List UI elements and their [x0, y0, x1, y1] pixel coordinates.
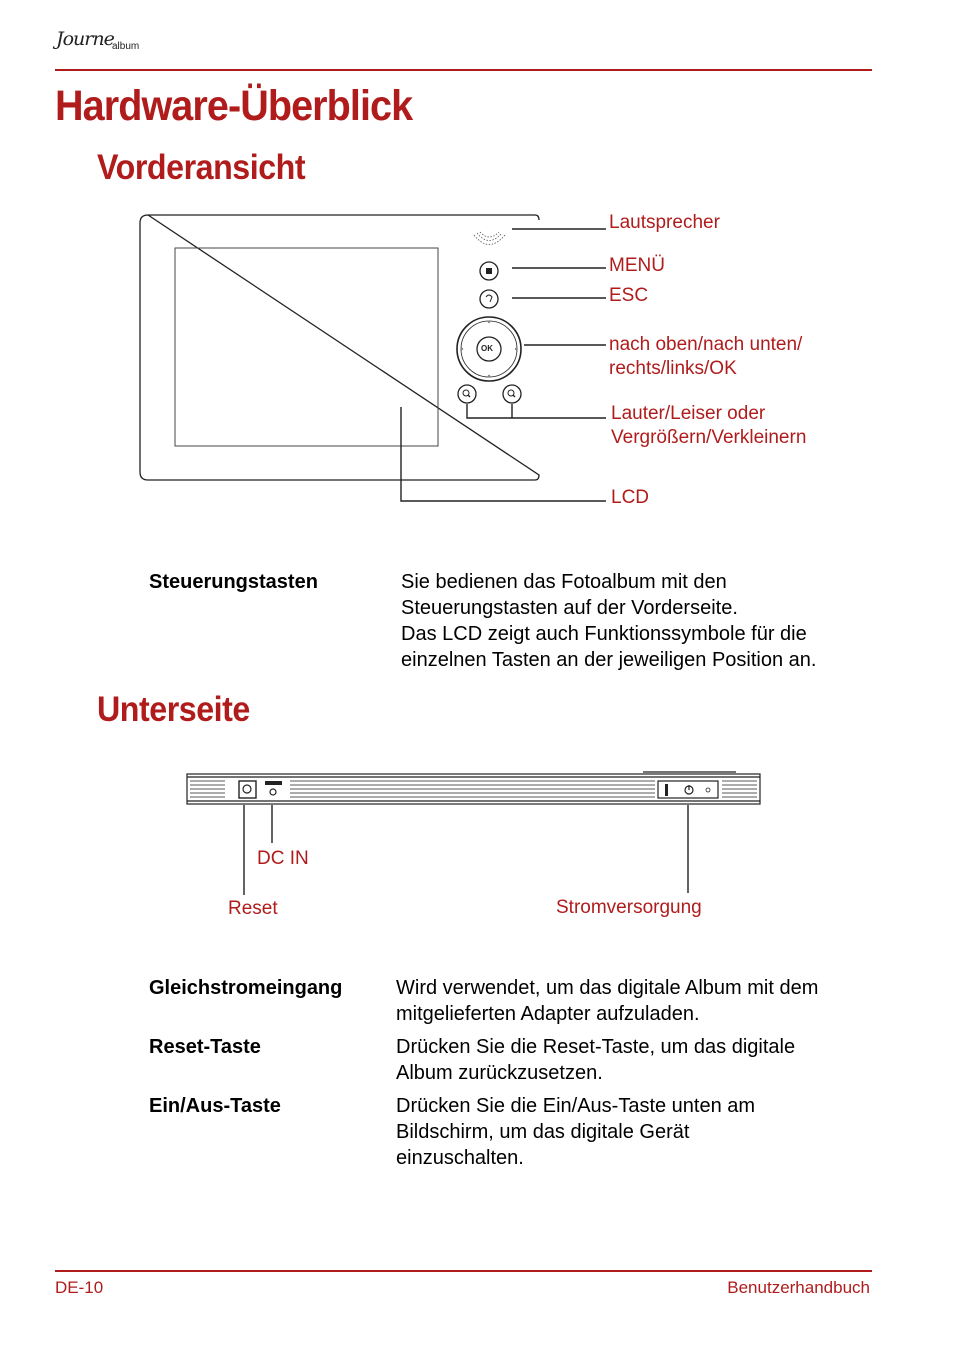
esc-button: [480, 290, 498, 308]
desc-line: Sie bedienen das Fotoalbum mit den: [401, 571, 727, 593]
page-title: Hardware-Überblick: [55, 82, 413, 130]
label-power: Stromversorgung: [556, 897, 702, 918]
desc-line: mitgelieferten Adapter aufzuladen.: [396, 1003, 700, 1025]
desc-line: Bildschirm, um das digitale Gerät: [396, 1121, 690, 1143]
label-reset: Reset: [228, 898, 278, 919]
term-steuerungstasten: Steuerungstasten: [149, 571, 318, 593]
label-esc: ESC: [609, 285, 649, 306]
desc-line: Wird verwendet, um das digitale Album mit dem: [396, 977, 819, 999]
desc-line: einzuschalten.: [396, 1147, 524, 1169]
label-speaker: Lautsprecher: [609, 212, 720, 233]
label-menu: MENÜ: [609, 255, 665, 276]
label-nav-line1: nach oben/nach unten/: [609, 334, 803, 355]
reset-port: [239, 781, 256, 798]
desc-ein-aus-taste: [396, 1093, 755, 1171]
desc-line: Drücken Sie die Reset-Taste, um das digitale: [396, 1036, 796, 1058]
footer-rule: [55, 1270, 872, 1272]
desc-line: einzelnen Tasten an der jeweiligen Position an.: [401, 649, 817, 671]
term-reset-taste: Reset-Taste: [149, 1036, 261, 1058]
power-switch-area: [658, 781, 718, 798]
dcin-port: [265, 781, 282, 785]
page-number: DE-10: [55, 1278, 104, 1297]
light-icon: [706, 788, 710, 792]
zoom-out-button: [458, 385, 476, 403]
label-dcin: DC IN: [257, 848, 309, 869]
menu-button: [480, 262, 498, 280]
term-gleichstromeingang: Gleichstromeingang: [149, 977, 343, 999]
brand-logo: [56, 28, 156, 62]
device-body: [140, 215, 539, 480]
label-nav-line2: rechts/links/OK: [609, 358, 737, 379]
desc-line: Drücken Sie die Ein/Aus-Taste unten am: [396, 1095, 756, 1117]
desc-gleichstromeingang: [396, 975, 818, 1027]
power-icon: [685, 786, 693, 794]
device-bottom-edge: [187, 774, 760, 804]
desc-line: Das LCD zeigt auch Funktionssymbole für die: [401, 623, 807, 645]
desc-steuerungstasten: [401, 569, 816, 673]
lcd-screen: [175, 248, 438, 446]
header-rule: [55, 69, 872, 71]
manual-name: Benutzerhandbuch: [727, 1278, 870, 1297]
term-ein-aus-taste: Ein/Aus-Taste: [149, 1095, 281, 1117]
desc-line: Album zurückzusetzen.: [396, 1062, 603, 1084]
desc-line: Steuerungstasten auf der Vorderseite.: [401, 597, 738, 619]
section-heading-front: Vorderansicht: [97, 148, 306, 187]
section-heading-bottom: Unterseite: [97, 690, 250, 729]
zoom-in-button: [503, 385, 521, 403]
desc-reset-taste: [396, 1034, 795, 1086]
label-volume-line2: Vergrößern/Verkleinern: [611, 427, 807, 448]
logo-sub: album: [112, 41, 140, 52]
label-volume-line1: Lauter/Leiser oder: [611, 403, 766, 424]
ok-button-label: OK: [481, 344, 493, 353]
label-lcd: LCD: [611, 487, 650, 508]
logo-script: Journe: [56, 28, 114, 50]
speaker-grille: [474, 232, 505, 245]
